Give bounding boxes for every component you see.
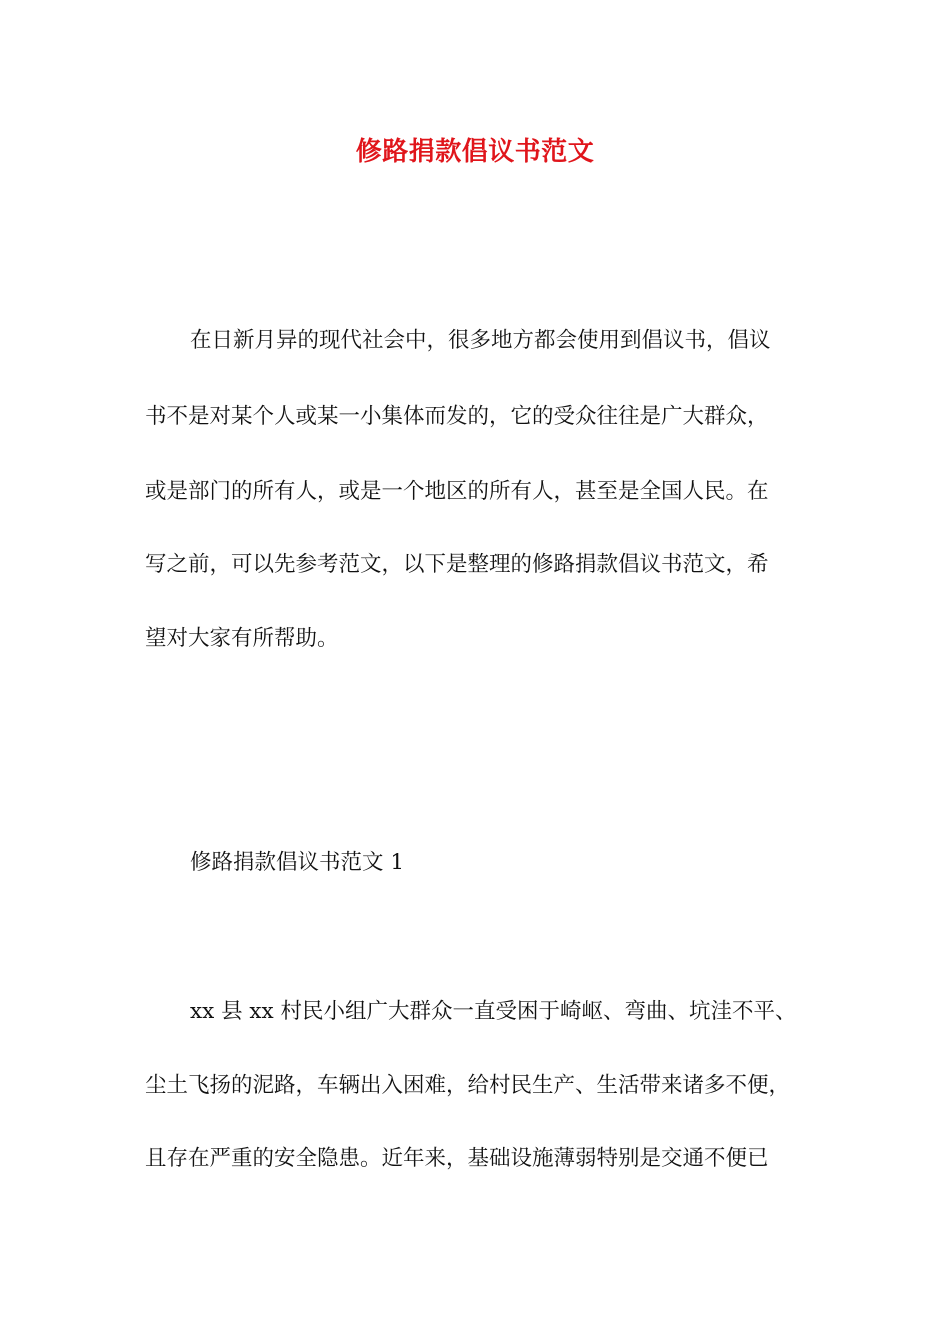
body-line-3: 且存在严重的安全隐患。近年来，基础设施薄弱特别是交通不便已	[145, 1146, 769, 1171]
intro-line-5: 望对大家有所帮助。	[145, 626, 339, 651]
document-title: 修路捐款倡议书范文	[355, 137, 595, 167]
intro-line-1: 在日新月异的现代社会中，很多地方都会使用到倡议书，倡议	[190, 328, 771, 353]
intro-line-4: 写之前，可以先参考范文，以下是整理的修路捐款倡议书范文，希	[145, 552, 769, 577]
intro-line-3: 或是部门的所有人，或是一个地区的所有人，甚至是全国人民。在	[145, 479, 769, 504]
intro-line-2: 书不是对某个人或某一小集体而发的，它的受众往往是广大群众，	[145, 404, 769, 429]
body-line-1: xx 县 xx 村民小组广大群众一直受困于崎岖、弯曲、坑洼不平、	[190, 999, 797, 1024]
section-heading: 修路捐款倡议书范文 1	[190, 850, 405, 875]
body-line-2: 尘土飞扬的泥路，车辆出入困难，给村民生产、生活带来诸多不便，	[145, 1073, 791, 1098]
